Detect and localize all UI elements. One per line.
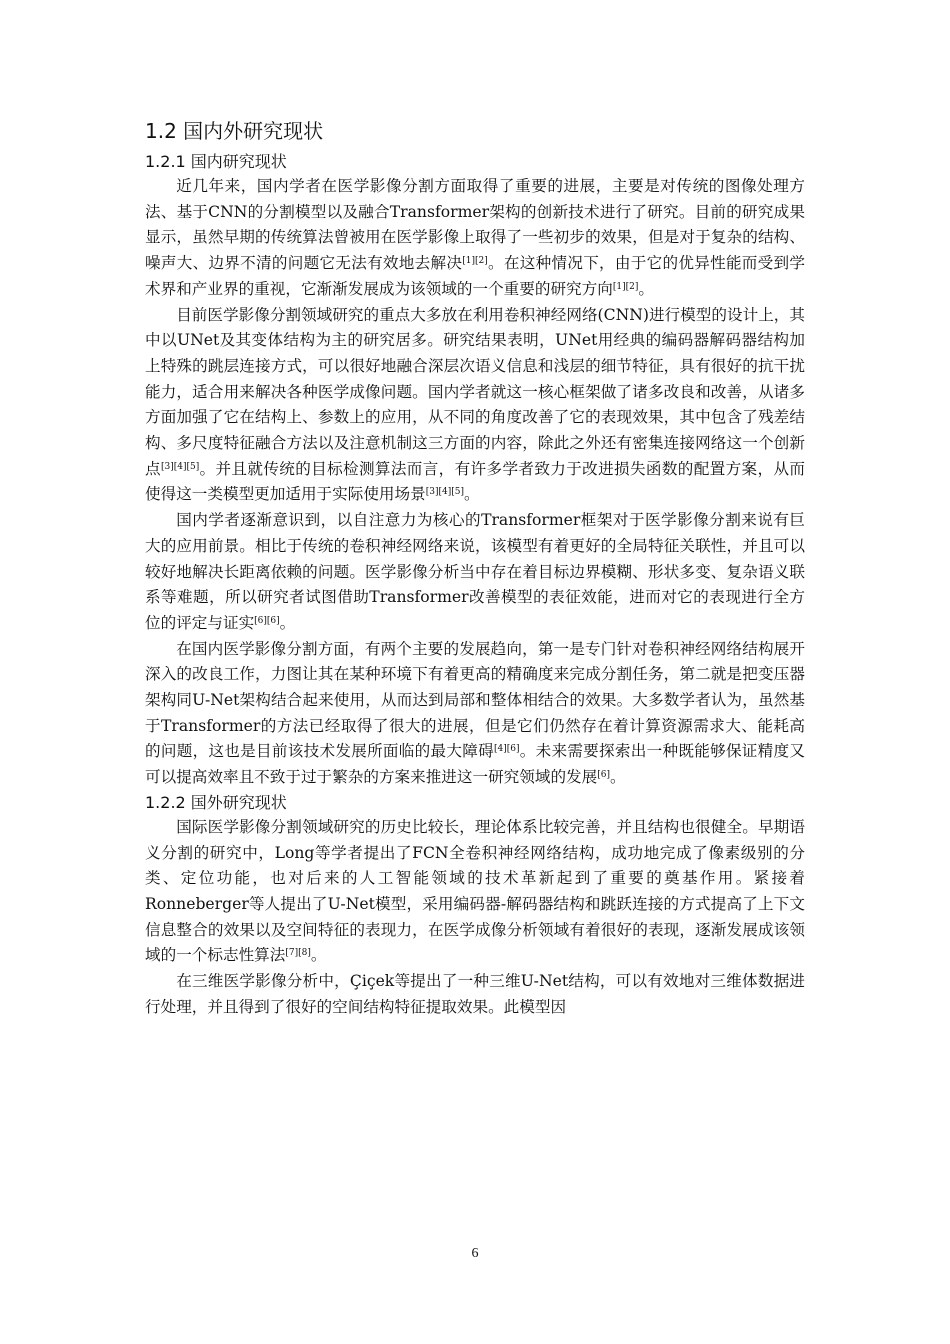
paragraph: 近几年来，国内学者在医学影像分割方面取得了重要的进展，主要是对传统的图像处理方法、基于CNN的分割模型以及融合Transformer架构的创新技术进行了研究。目前的研究成果显示，虽然早期的传统算法曾被用在医学影像上取得了一些初步的效果，但是对于复杂的结构、噪声大、边界不清的问题它无法有效地去解决[1][2]。在这种情况下，由于它的优异性能而受到学术界和产业界的重视，它渐渐发展成为该领域的一个重要的研究方向[1][2]。	[145, 177, 805, 298]
section-heading: 1.2 国内外研究现状	[145, 119, 324, 143]
citation-ref: [7][8]	[285, 948, 311, 959]
citation-ref: [1][2]	[462, 256, 488, 267]
paragraph: 在国内医学影像分割方面，有两个主要的发展趋向，第一是专门针对卷积神经网络结构展开深入的改良工作，力图让其在某种环境下有着更高的精确度来完成分割任务，第二就是把变压器架构同U-Net架构结合起来使用，从而达到局部和整体相结合的效果。大多数学者认为，虽然基于Transformer的方法已经取得了很大的进展，但是它们仍然存在着计算资源需求大、能耗高的问题，这也是目前该技术发展所面临的最大障碍[4][6]。未来需要探索出一种既能够保证精度又可以提高效率且不致于过于繁杂的方案来推进这一研究领域的发展[6]。	[145, 639, 805, 787]
citation-ref: [3][4][5]	[160, 461, 200, 472]
citation-ref: [6][6]	[254, 615, 280, 626]
citation-ref: [6]	[597, 770, 610, 781]
citation-ref: [1][2]	[612, 281, 639, 292]
paragraph: 国际医学影像分割领域研究的历史比较长，理论体系比较完善，并且结构也很健全。早期语义分割的研究中，Long等学者提出了FCN全卷积神经网络结构，成功地完成了像素级别的分类、定位功能，也对后来的人工智能领域的技术革新起到了重要的奠基作用。紧接着Ronneberger等人提出了U-Net模型，采用编码器-解码器结构和跳跃连接的方式提高了上下文信息整合的效果以及空间特征的表现力，在医学成像分析领域有着很好的表现，逐渐发展成该领域的一个标志性算法[7][8]。	[145, 817, 805, 965]
paragraph: 国内学者逐渐意识到，以自注意力为核心的Transformer框架对于医学影像分割来说有巨大的应用前景。相比于传统的卷积神经网络来说，该模型有着更好的全局特征关联性，并且可以较好地解决长距离依赖的问题。医学影像分析当中存在着目标边界模糊、形状多变、复杂语义联系等难题，所以研究者试图借助Transformer改善模型的表征效能，进而对它的表现进行全方位的评定与证实[6][6]。	[145, 511, 805, 632]
subsection-heading-foreign: 1.2.2 国外研究现状	[145, 792, 287, 812]
document-page	[145, 112, 805, 1021]
paragraph: 在三维医学影像分析中，Çiçek等提出了一种三维U-Net结构，可以有效地对三维体数据进行处理，并且得到了很好的空间结构特征提取效果。此模型因	[145, 972, 805, 1016]
paragraph: 目前医学影像分割领域研究的重点大多放在利用卷积神经网络(CNN)进行模型的设计上，其中以UNet及其变体结构为主的研究居多。研究结果表明，UNet用经典的编码器解码器结构加上特殊的跳层连接方式，可以很好地融合深层次语义信息和浅层的细节特征，具有很好的抗干扰能力，适合用来解决各种医学成像问题。国内学者就这一核心框架做了诸多改良和改善，从诸多方面加强了它在结构上、参数上的应用，从不同的角度改善了它的表现效果，其中包含了残差结构、多尺度特征融合方法以及注意机制这三方面的内容，除此之外还有密集连接网络这一个创新点[3][4][5]。并且就传统的目标检测算法而言，有许多学者致力于改进损失函数的配置方案，从而使得这一类模型更加适用于实际使用场景[3][4][5]。	[145, 305, 805, 504]
page-number: 6	[471, 1246, 479, 1261]
citation-ref: [3][4][5]	[425, 487, 464, 498]
citation-ref: [4][6]	[493, 744, 520, 755]
subsection-heading-domestic: 1.2.1 国内研究现状	[145, 152, 287, 171]
